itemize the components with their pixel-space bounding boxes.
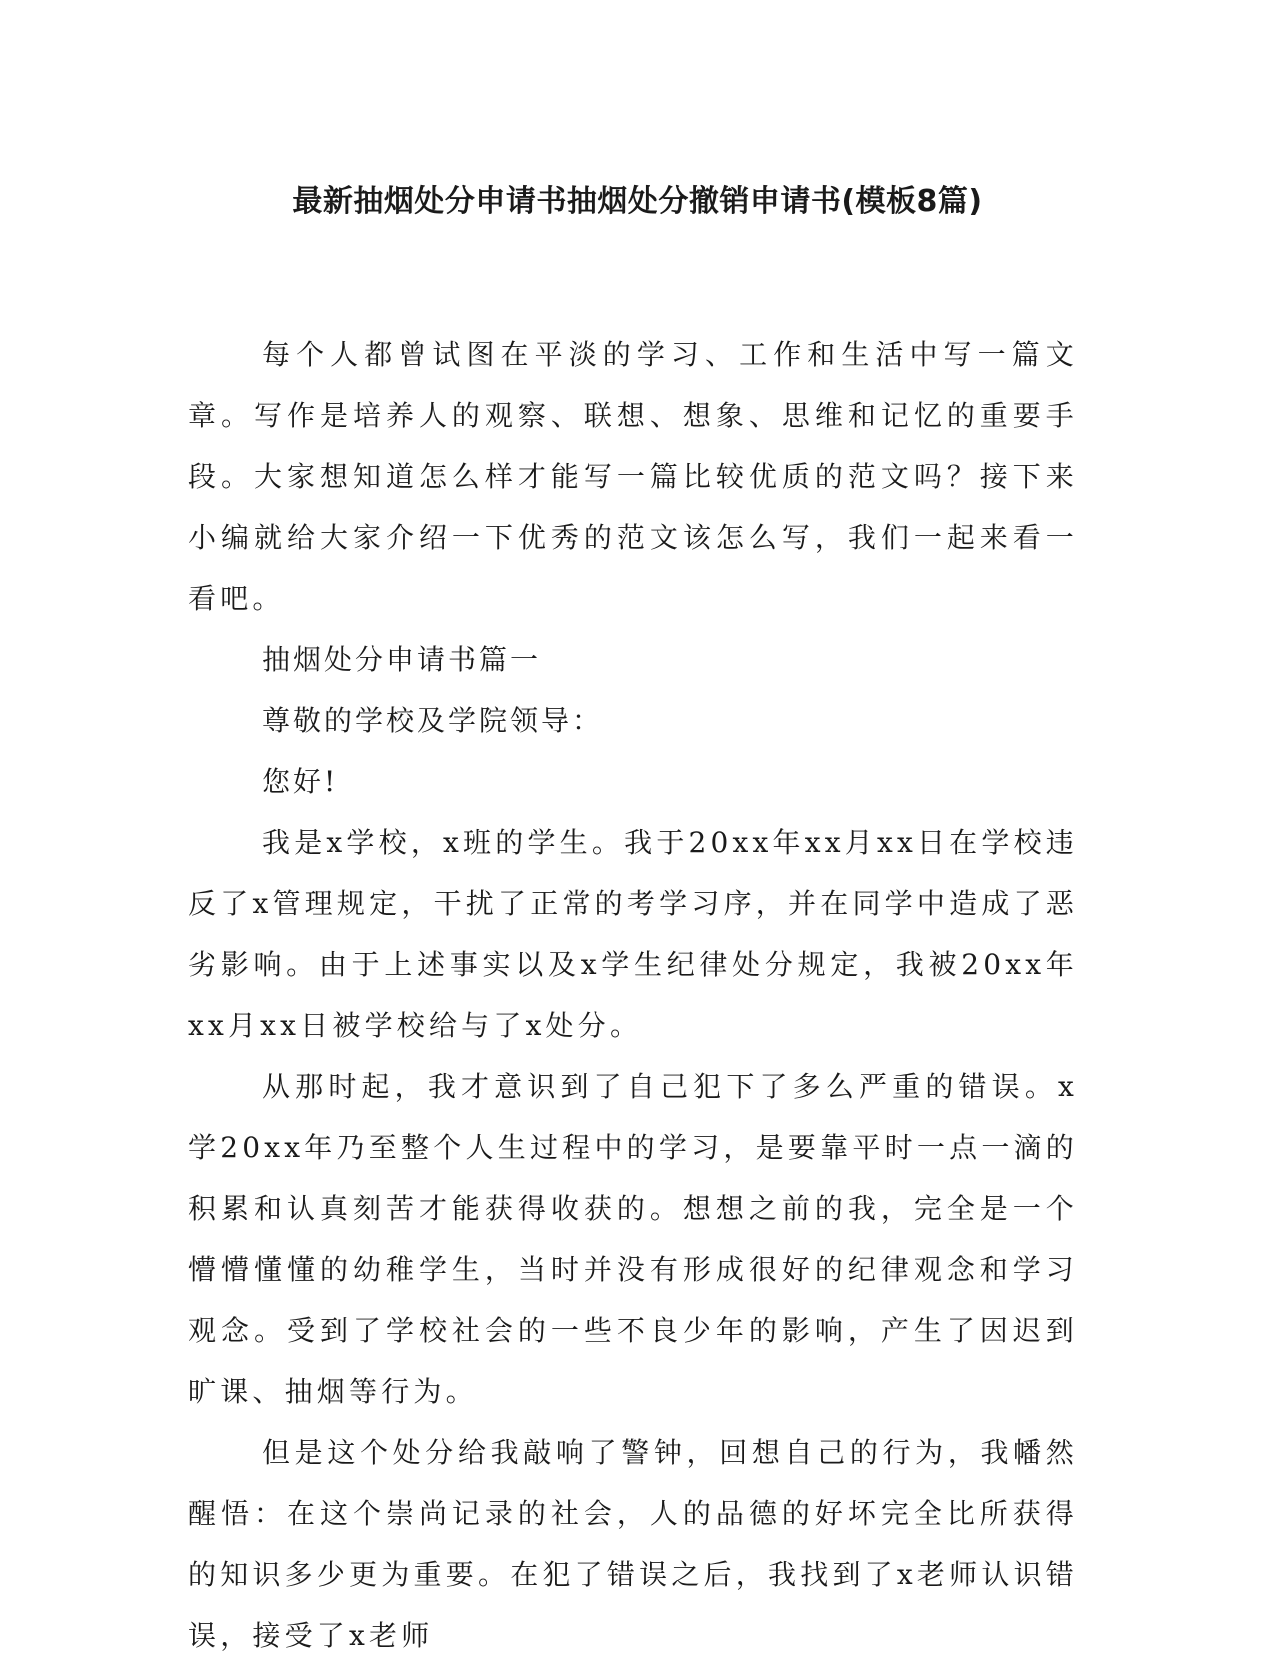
document-body: [188, 324, 1078, 1666]
body-paragraph: 从那时起，我才意识到了自己犯下了多么严重的错误。x学20xx年乃至整个人生过程中的学习，是要靠平时一点一滴的积累和认真刻苦才能获得收获的。想想之前的我，完全是一个懵懵懂懂的幼稚学生，当时并没有形成很好的纪律观念和学习观念。受到了学校社会的一些不良少年的影响，产生了因迟到旷课、抽烟等行为。: [188, 1070, 1078, 1408]
salutation: 尊敬的学校及学院领导：: [262, 704, 604, 737]
body-paragraph: 我是x学校，x班的学生。我于20xx年xx月xx日在学校违反了x管理规定，干扰了正常的考学习序，并在同学中造成了恶劣影响。由于上述事实以及x学生纪律处分规定，我被20xx年xx月xx日被学校给与了x处分。: [188, 826, 1078, 1042]
body-paragraph: 但是这个处分给我敲响了警钟，回想自己的行为，我幡然醒悟：在这个崇尚记录的社会，人的品德的好坏完全比所获得的知识多少更为重要。在犯了错误之后，我找到了x老师认识错误，接受了x老师: [188, 1436, 1078, 1652]
intro-paragraph: 每个人都曾试图在平淡的学习、工作和生活中写一篇文章。写作是培养人的观察、联想、想象、思维和记忆的重要手段。大家想知道怎么样才能写一篇比较优质的范文吗？接下来小编就给大家介绍一下优秀的范文该怎么写，我们一起来看一看吧。: [188, 338, 1078, 615]
section-heading: 抽烟处分申请书篇一: [262, 643, 542, 676]
greeting: 您好!: [262, 765, 339, 798]
document-title: 最新抽烟处分申请书抽烟处分撤销申请书(模板8篇): [292, 184, 983, 219]
